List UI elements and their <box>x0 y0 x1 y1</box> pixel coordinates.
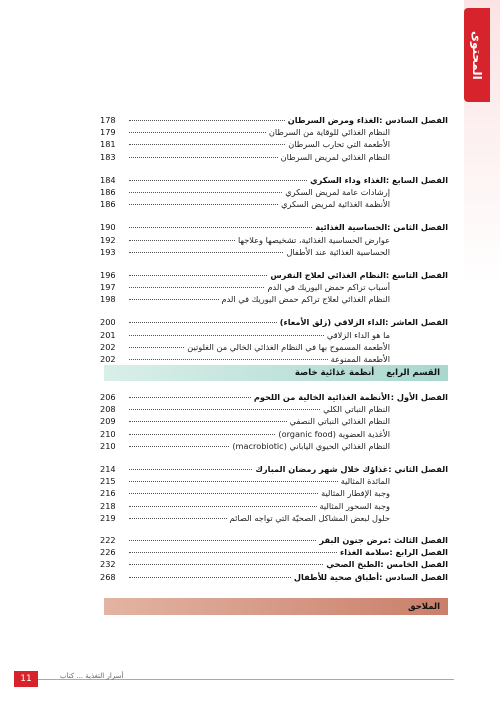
chapter-label: الفصل العاشر : <box>385 317 448 328</box>
leader-dots <box>129 577 291 578</box>
page-number: 186 <box>100 199 116 210</box>
page-number: 193 <box>100 246 116 257</box>
entry-title: وجبة الإفطار المثالية <box>321 488 390 499</box>
chapter-7 <box>100 174 448 211</box>
toc-row[interactable] <box>100 293 448 305</box>
chapter-title: سلامة الغذاء <box>340 547 390 558</box>
section-label: القسم الرابع <box>386 368 440 378</box>
leader-dots <box>129 397 251 398</box>
leader-dots <box>129 359 328 360</box>
leader-dots <box>129 287 264 288</box>
toc-row[interactable] <box>100 174 448 186</box>
entry-title: حلول لبعض المشاكل الصحيّة التي تواجه الصائم <box>229 512 390 523</box>
page-number: 209 <box>100 416 116 427</box>
leader-dots <box>129 434 275 435</box>
leader-dots <box>129 322 277 323</box>
leader-dots <box>129 540 316 541</box>
toc-row[interactable] <box>100 281 448 293</box>
leader-dots <box>129 204 278 205</box>
entry-title: النظام النباتي الكلي <box>323 404 390 415</box>
page-number: 181 <box>100 139 116 150</box>
chapter-label: الفصل الخامس : <box>380 559 448 570</box>
page-number: 226 <box>100 547 116 558</box>
chapter-label: الفصل التاسع : <box>385 269 448 280</box>
footer-book-title: أسرار التغذية ... كتاب <box>60 672 124 680</box>
toc-row[interactable] <box>100 428 448 440</box>
page-number: 216 <box>100 488 116 499</box>
toc-part-3 <box>100 534 448 583</box>
page-number: 268 <box>100 571 116 582</box>
toc-row[interactable] <box>100 329 448 341</box>
chapter-10 <box>100 316 448 365</box>
page-number: 222 <box>100 535 116 545</box>
entry-title: الأطعمة المسموح بها في النظام الغذائي الخالي من الغلوتين <box>187 341 390 352</box>
page-number: 214 <box>100 463 116 474</box>
toc-row[interactable] <box>100 138 448 150</box>
chapter-label: الفصل الثامن : <box>387 222 448 233</box>
entry-title: الحساسية الغذائية عند الأطفال <box>286 246 390 257</box>
page-number: 208 <box>100 404 116 415</box>
page-number: 186 <box>100 186 116 197</box>
page-number: 218 <box>100 500 116 511</box>
page-number: 183 <box>100 151 116 162</box>
contents-tab-label: المحتوى <box>470 30 484 80</box>
chapter-title: الطبخ الصحي <box>326 559 381 570</box>
chapter-label: الفصل السادس : <box>379 115 448 125</box>
toc-row[interactable] <box>100 475 448 487</box>
entry-title: عوارض الحساسية الغذائية، تشخيصها وعلاجها <box>237 234 390 245</box>
chapter-title: غذاؤك خلال شهر رمضان المبارك <box>255 463 389 474</box>
chapter-s4-2 <box>100 463 448 524</box>
toc-row[interactable] <box>100 341 448 353</box>
toc-row[interactable] <box>100 221 448 233</box>
toc-row[interactable] <box>100 534 448 546</box>
leader-dots <box>129 227 312 228</box>
page-number: 202 <box>100 354 116 364</box>
leader-dots <box>129 564 323 565</box>
section-4-header <box>104 365 448 381</box>
chapter-label: الفصل الثاني : <box>388 463 448 474</box>
toc-row[interactable] <box>100 114 448 126</box>
toc-row[interactable] <box>100 571 448 583</box>
entry-title: النظام الغذائي لعلاج تراكم حمض اليوريك في الدم <box>221 294 390 305</box>
leader-dots <box>129 144 285 145</box>
chapter-title: الداء الزلاقي (زلق الأمعاء) <box>279 317 386 328</box>
chapter-8 <box>100 221 448 258</box>
page-number: 197 <box>100 282 116 293</box>
leader-dots <box>129 240 235 241</box>
chapter-s4-1 <box>100 391 448 452</box>
page-number: 206 <box>100 392 116 402</box>
toc-row[interactable] <box>100 151 448 163</box>
page-number: 202 <box>100 341 116 352</box>
chapter-6 <box>100 114 448 163</box>
toc-row[interactable] <box>100 415 448 427</box>
page-number: 215 <box>100 476 116 487</box>
chapter-title: الحساسية الغذائية <box>315 222 388 233</box>
leader-dots <box>129 180 307 181</box>
leader-dots <box>129 446 229 447</box>
leader-dots <box>129 552 337 553</box>
entry-title: الأنظمة الغذائية لمريض السكري <box>281 199 390 210</box>
toc-row[interactable] <box>100 353 448 365</box>
page-number: 232 <box>100 559 116 570</box>
toc-row[interactable] <box>100 198 448 210</box>
toc-row[interactable] <box>100 126 448 138</box>
page-number: 200 <box>100 317 116 328</box>
chapter-title: مرض جنون البقر <box>319 535 388 545</box>
entry-title: الأطعمة التي تحارب السرطان <box>288 139 390 150</box>
entry-title: النظام الغذائي النباتي النصفي <box>289 416 390 427</box>
leader-dots <box>129 481 338 482</box>
appendix-label: الملاحق <box>407 601 440 612</box>
leader-dots <box>129 120 285 121</box>
toc-row[interactable] <box>100 186 448 198</box>
page-number: 190 <box>100 222 116 233</box>
leader-dots <box>129 157 278 158</box>
toc-row[interactable] <box>100 316 448 328</box>
leader-dots <box>129 347 184 348</box>
chapter-title: الأنظمة الغذائية الخالية من اللحوم <box>253 392 390 402</box>
entry-title: وجبة السحور المثالية <box>319 500 390 511</box>
page-number: 184 <box>100 174 116 185</box>
toc-part-1 <box>100 114 448 376</box>
leader-dots <box>129 252 283 253</box>
right-margin-band <box>464 0 500 708</box>
leader-dots <box>129 335 324 336</box>
toc-row[interactable] <box>100 558 448 570</box>
leader-dots <box>129 409 320 410</box>
entry-title: الأغذية العضوية (organic food) <box>278 428 390 439</box>
leader-dots <box>129 299 219 300</box>
page-number: 219 <box>100 512 116 523</box>
chapter-label: الفصل الثالث : <box>387 535 448 545</box>
entry-title: النظام الغذائي لمريض السرطان <box>280 151 390 162</box>
toc-row[interactable] <box>100 512 448 524</box>
chapter-label: الفصل السابع : <box>385 174 448 185</box>
toc-row[interactable] <box>100 269 448 281</box>
entry-title: أسباب تراكم حمض اليوريك في الدم <box>267 282 390 293</box>
entry-title: إرشادات عامة لمريض السكري <box>285 186 390 197</box>
toc-row[interactable] <box>100 487 448 499</box>
page-number: 198 <box>100 294 116 305</box>
page-number: 201 <box>100 329 116 340</box>
leader-dots <box>129 506 317 507</box>
leader-dots <box>129 469 252 470</box>
page-number: 196 <box>100 269 116 280</box>
toc-row[interactable] <box>100 546 448 558</box>
contents-tab <box>464 8 490 102</box>
toc-row[interactable] <box>100 440 448 452</box>
page-number: 192 <box>100 234 116 245</box>
leader-dots <box>129 493 318 494</box>
entry-title: النظام الغذائي الحيوي الياباني (macrobiotic) <box>232 440 390 451</box>
chapter-title: النظام الغذائي لعلاج النقرس <box>270 269 386 280</box>
page-number: 210 <box>100 428 116 439</box>
chapter-label: الفصل الرابع : <box>389 547 448 558</box>
leader-dots <box>129 275 267 276</box>
entry-title: ما هو الداء الزلاقي <box>326 329 390 340</box>
leader-dots <box>129 421 287 422</box>
toc-row[interactable] <box>100 234 448 246</box>
chapter-9 <box>100 269 448 306</box>
footer-page-number: 11 <box>14 671 38 687</box>
appendix-header <box>104 598 448 615</box>
leader-dots <box>129 192 282 193</box>
chapter-title: الغذاء ومرض السرطان <box>287 115 380 125</box>
page-number: 210 <box>100 440 116 451</box>
entry-title: الأطعمة الممنوعة <box>330 354 390 364</box>
chapter-title: الغذاء وداء السكري <box>310 174 386 185</box>
page-number: 179 <box>100 127 116 138</box>
chapter-title: أطباق صحية للأطفال <box>293 571 380 582</box>
toc-row[interactable] <box>100 391 448 403</box>
chapter-label: الفصل الأول : <box>390 392 448 402</box>
leader-dots <box>129 132 266 133</box>
chapter-label: الفصل السادس : <box>379 571 448 582</box>
page-number: 178 <box>100 115 116 125</box>
toc-row[interactable] <box>100 500 448 512</box>
toc-row[interactable] <box>100 463 448 475</box>
entry-title: النظام الغذائي للوقاية من السرطان <box>268 127 390 138</box>
toc-row[interactable] <box>100 246 448 258</box>
entry-title: المائدة المثالية <box>340 476 390 487</box>
section-title: أنظمة غذائية خاصة <box>294 368 375 378</box>
toc-row[interactable] <box>100 403 448 415</box>
leader-dots <box>129 518 227 519</box>
toc-part-2 <box>100 391 448 535</box>
